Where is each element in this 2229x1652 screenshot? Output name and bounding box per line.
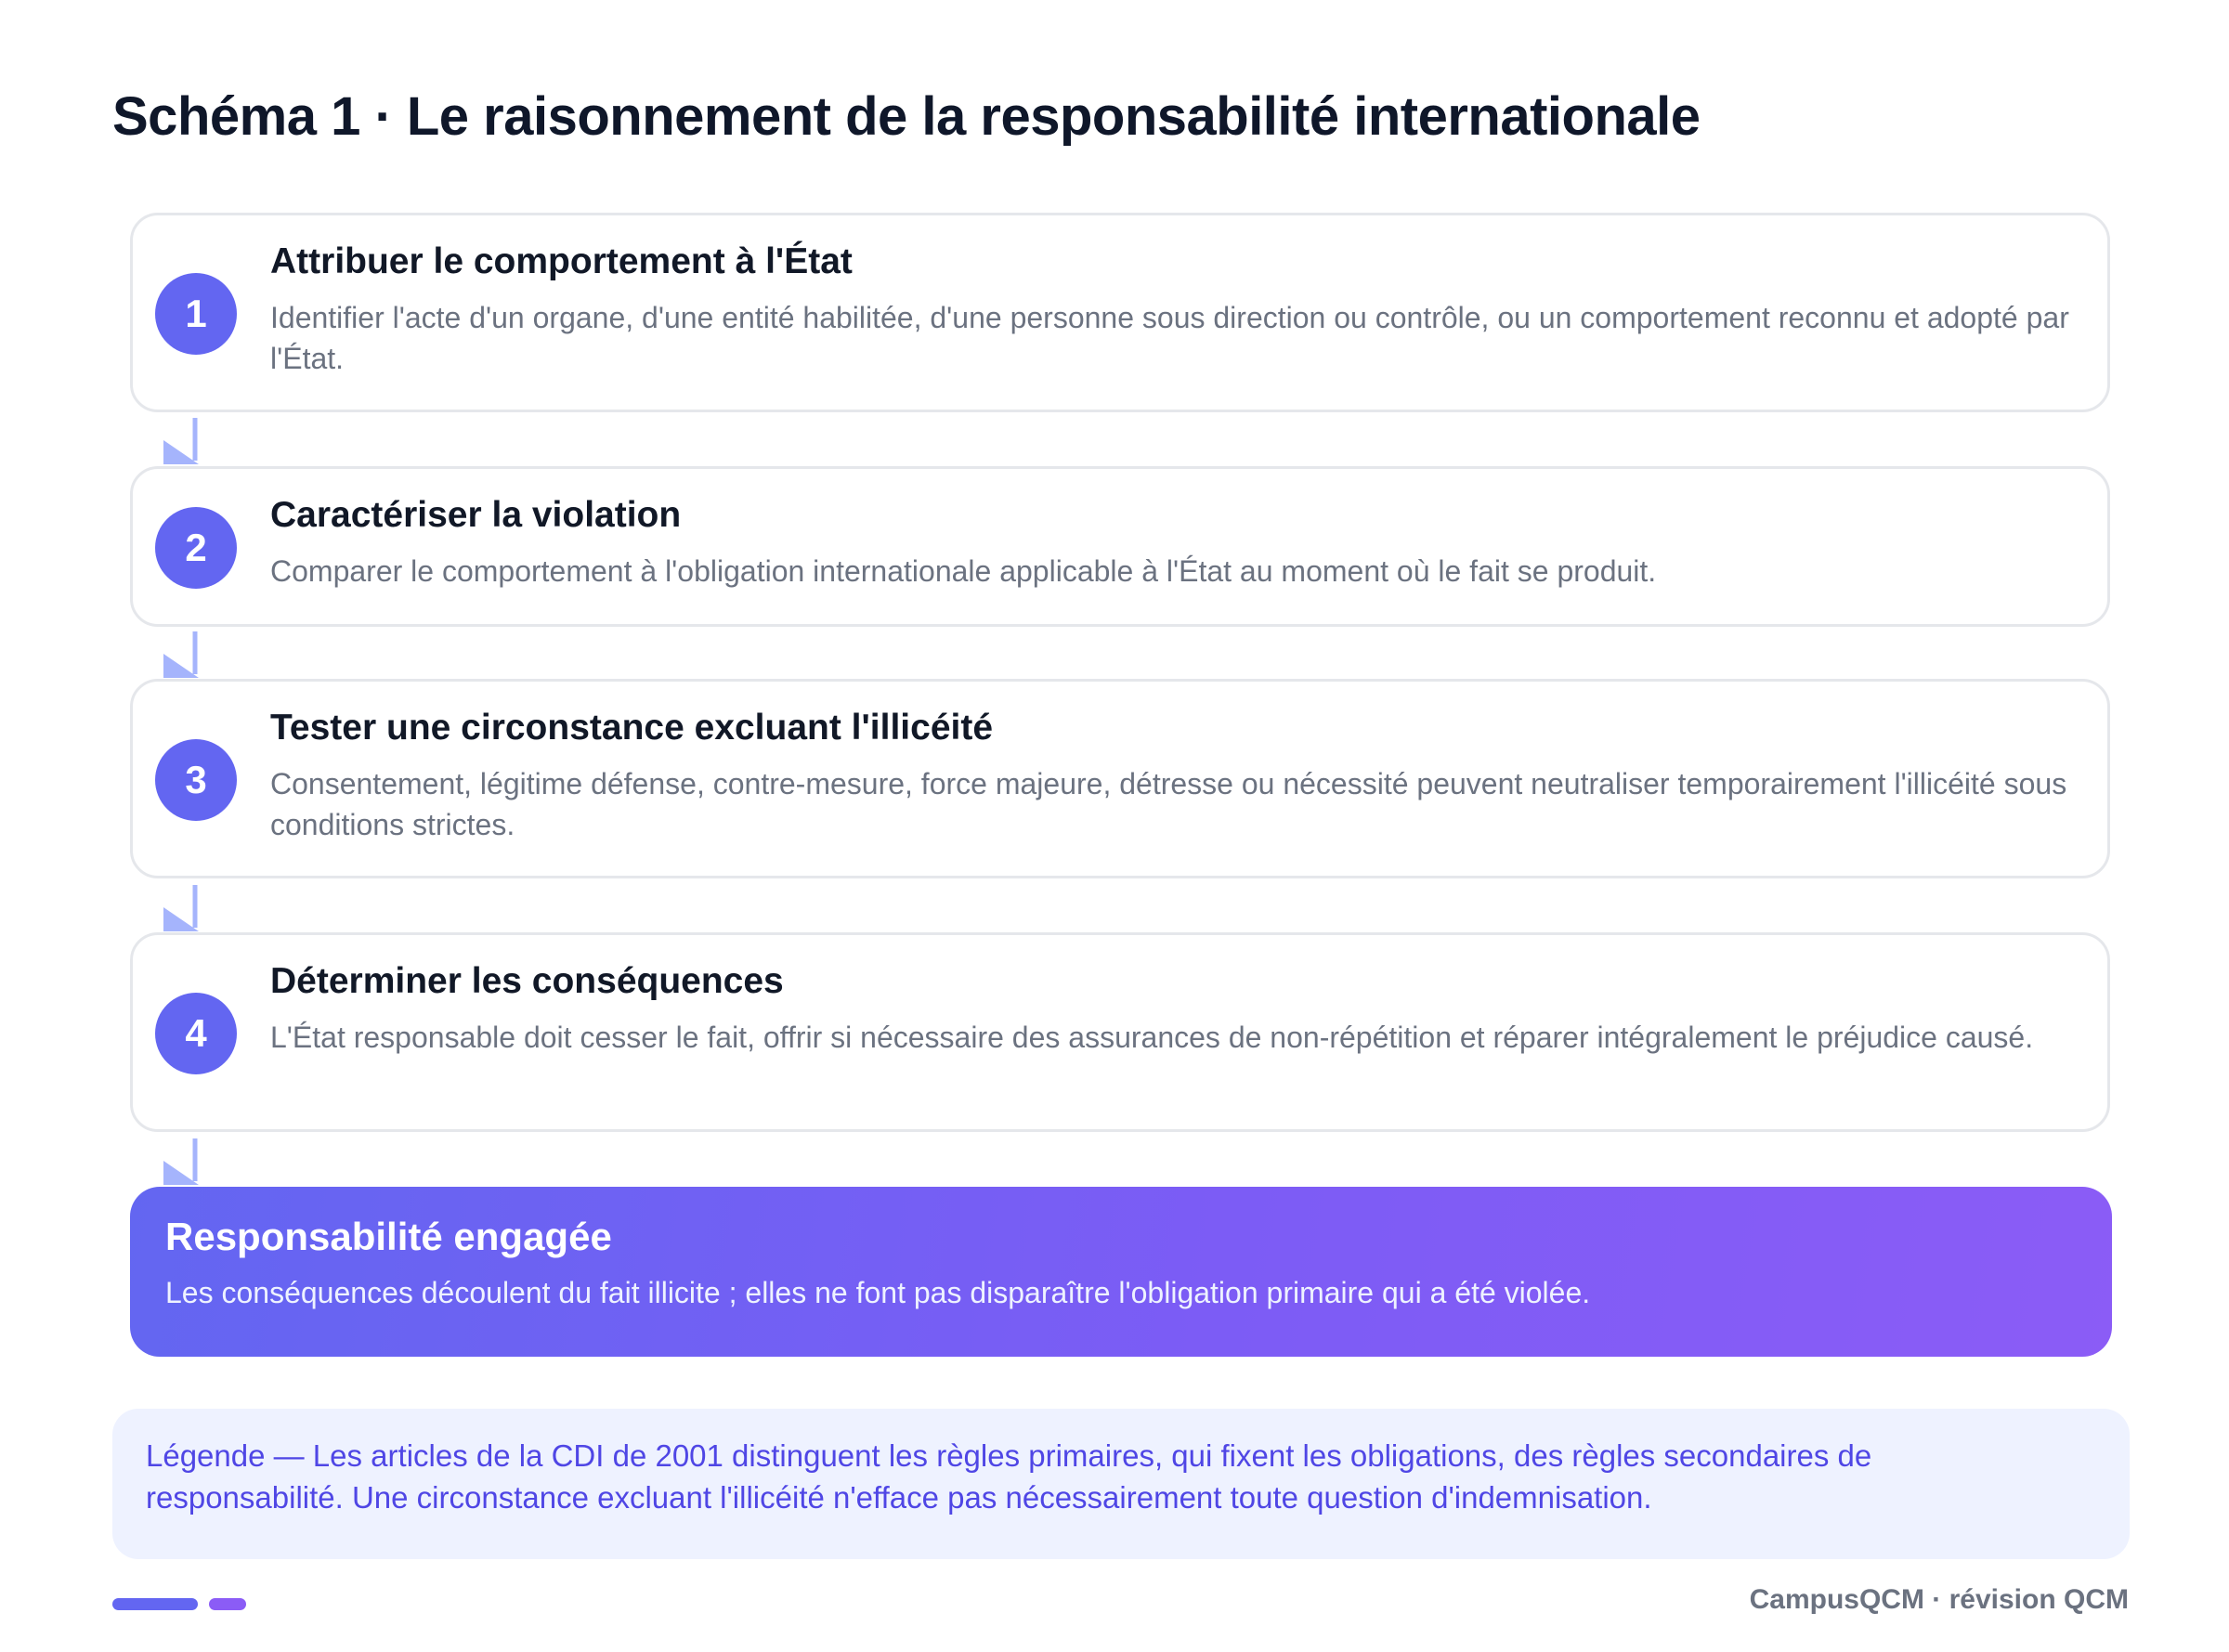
result-description: Les conséquences découlent du fait illicite ; elles ne font pas disparaître l'obligation primaire qui a été violée. [165, 1276, 1591, 1309]
step-description: Consentement, légitime défense, contre-mesure, force majeure, détresse ou nécessité peuvent neutraliser temporairement l'illicéité sous conditions strictes. [270, 767, 2067, 841]
result-title: Responsabilité engagée [165, 1215, 612, 1258]
step-number-badge: 2 [155, 507, 237, 589]
step-title: Attribuer le comportement à l'État [270, 241, 853, 281]
step-number-badge: 1 [155, 273, 237, 355]
connector-arrow-icon [162, 1138, 204, 1185]
decorative-bar-primary [112, 1598, 198, 1610]
step-number-badge: 3 [155, 739, 237, 821]
step-card-4 [130, 932, 2110, 1132]
result-card [130, 1187, 2112, 1357]
step-description: Comparer le comportement à l'obligation internationale applicable à l'État au moment où le fait se produit. [270, 554, 1657, 588]
page-title: Schéma 1 · Le raisonnement de la responsabilité internationale [112, 86, 1701, 147]
step-card-3 [130, 679, 2110, 878]
step-description: Identifier l'acte d'un organe, d'une entité habilitée, d'une personne sous direction ou contrôle, ou un comportement reconnu et adopté par l'État. [270, 301, 2069, 375]
legend-box [112, 1409, 2130, 1559]
footer-brand: CampusQCM · révision QCM [1749, 1584, 2129, 1615]
step-description: L'État responsable doit cesser le fait, offrir si nécessaire des assurances de non-répétition et réparer intégralement le préjudice causé. [270, 1021, 2034, 1054]
decorative-bar-secondary [209, 1598, 246, 1610]
connector-arrow-icon [162, 418, 204, 464]
step-card-1 [130, 213, 2110, 412]
connector-arrow-icon [162, 885, 204, 931]
step-title: Tester une circonstance excluant l'illicéité [270, 708, 994, 748]
step-number-badge: 4 [155, 993, 237, 1074]
step-title: Déterminer les conséquences [270, 961, 784, 1001]
connector-arrow-icon [162, 631, 204, 678]
step-title: Caractériser la violation [270, 495, 682, 535]
legend-text: Légende — Les articles de la CDI de 2001 distinguent les règles primaires, qui fixent les obligations, des règles secondaires de responsabilité. Une circonstance excluant l'illicéité n'efface pas nécessairement toute question d'indemnisation. [146, 1438, 1872, 1515]
step-card-2 [130, 466, 2110, 627]
